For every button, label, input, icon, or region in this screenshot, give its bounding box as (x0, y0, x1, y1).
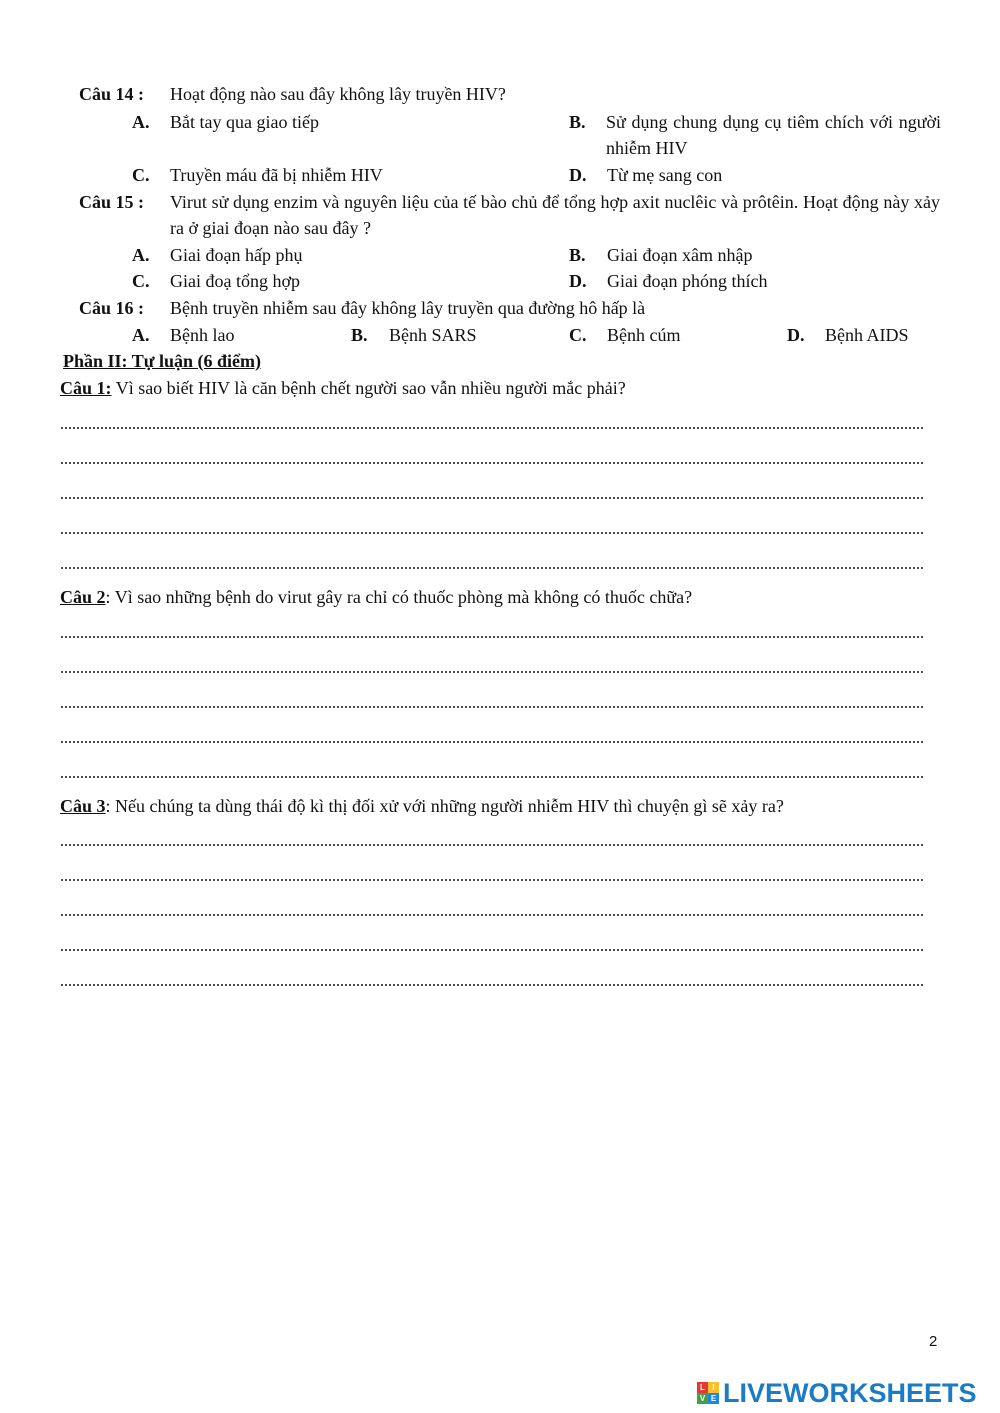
question-number: Câu 15 : (79, 192, 145, 212)
essay-label: Câu 1: (60, 378, 112, 398)
question-number: Câu 14 : (79, 84, 145, 104)
option-b-text[interactable]: Sử dụng chung dụng cụ tiêm chích với người nhiễm HIV (606, 112, 941, 158)
answer-line[interactable] (60, 705, 925, 709)
essay-question-3 (60, 796, 784, 817)
option-c[interactable]: C. Bệnh cúm (569, 325, 681, 345)
question-number: Câu 16 : (79, 298, 145, 318)
option-c[interactable]: C. Truyền máu đã bị nhiễm HIV (132, 165, 383, 185)
essay-text: : Nếu chúng ta dùng thái độ kì thị đối xử với những người nhiễm HIV thì chuyện gì sẽ xảy ra? (105, 796, 784, 816)
essay-text: : Vì sao những bệnh do virut gây ra chỉ có thuốc phòng mà không có thuốc chữa? (105, 587, 693, 607)
answer-line[interactable] (60, 948, 925, 952)
question-stem: Hoạt động nào sau đây không lây truyền HIV? (170, 84, 506, 104)
answer-line[interactable] (60, 531, 925, 535)
essay-label: Câu 3 (60, 796, 106, 816)
option-c[interactable]: C. Giai đoạ tổng hợp (132, 271, 300, 291)
essay-label: Câu 2 (60, 587, 106, 607)
essay-question-2 (60, 587, 692, 608)
answer-line[interactable] (60, 635, 925, 639)
brand-name: LIVEWORKSHEETS (723, 1377, 977, 1408)
answer-line[interactable] (60, 843, 925, 847)
option-a[interactable]: A. Giai đoạn hấp phụ (132, 245, 303, 265)
option-d[interactable]: D. Bệnh AIDS (787, 325, 909, 345)
essay-text: Vì sao biết HIV là căn bệnh chết người sao vẫn nhiều người mắc phải? (111, 378, 626, 398)
question-stem: Bệnh truyền nhiễm sau đây không lây truyền qua đường hô hấp là (170, 298, 646, 318)
answer-line[interactable] (60, 913, 925, 917)
section-heading: Phần II: Tự luận (6 điểm) (63, 351, 262, 371)
answer-line[interactable] (60, 775, 925, 779)
answer-line[interactable] (60, 983, 925, 987)
answer-line[interactable] (60, 740, 925, 744)
logo-icon: L I V E (697, 1382, 719, 1404)
option-d[interactable]: D. Giai đoạn phóng thích (569, 271, 768, 291)
option-a[interactable]: A. Bệnh lao (132, 325, 235, 345)
page-number: 2 (929, 1333, 938, 1350)
answer-line[interactable] (60, 496, 925, 500)
option-b[interactable]: B. Bệnh SARS (351, 325, 477, 345)
answer-line[interactable] (60, 426, 925, 430)
option-b[interactable]: B. Giai đoạn xâm nhập (569, 245, 753, 265)
answer-line[interactable] (60, 461, 925, 465)
option-b-letter[interactable]: B. (569, 112, 586, 132)
question-stem: Virut sử dụng enzim và nguyên liệu của tế bào chủ để tổng hợp axit nuclêic và prôtêin. Hoạt động này xảy ra ở giai đoạn nào sau đây ? (170, 192, 940, 238)
liveworksheets-logo[interactable] (697, 1378, 977, 1408)
option-a[interactable]: A. Bắt tay qua giao tiếp (132, 112, 319, 132)
option-d[interactable]: D. Từ mẹ sang con (569, 165, 723, 185)
answer-line[interactable] (60, 566, 925, 570)
answer-line[interactable] (60, 670, 925, 674)
answer-line[interactable] (60, 878, 925, 882)
essay-question-1 (60, 378, 626, 399)
